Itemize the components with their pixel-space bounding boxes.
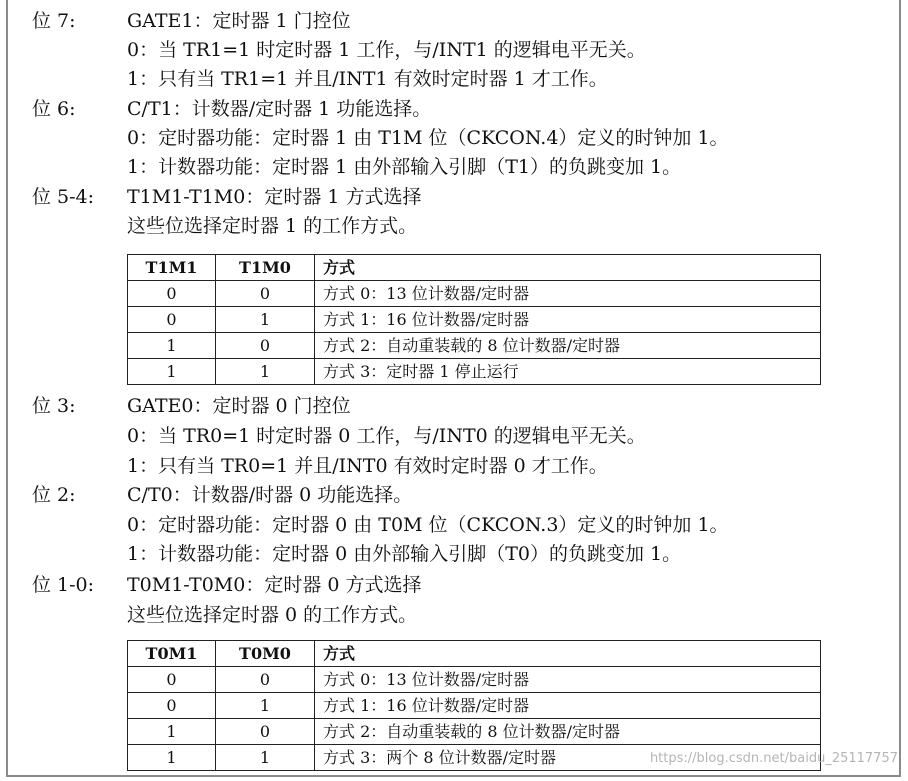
- table-header-cell: T1M1: [128, 255, 216, 281]
- table-cell: 0: [216, 281, 315, 307]
- bit-1-0-label: 位 1-0:: [32, 574, 95, 596]
- bit-3-label: 位 3:: [32, 395, 76, 417]
- table-header-cell: 方式: [315, 641, 821, 667]
- table-cell: 1: [128, 333, 216, 359]
- table-cell: 0: [216, 719, 315, 745]
- bit-2-label: 位 2:: [32, 484, 76, 506]
- table-cell: 0: [128, 667, 216, 693]
- table-cell: 方式 1：16 位计数器/定时器: [315, 693, 821, 719]
- table-header-cell: T0M0: [216, 641, 315, 667]
- timer1-mode-table: [127, 254, 821, 385]
- table-row: [128, 719, 821, 745]
- bit-7-desc-1: 1：只有当 TR1=1 并且/INT1 有效时定时器 1 才工作。: [127, 68, 608, 90]
- table-row: [128, 667, 821, 693]
- bit-3-desc-0: 0：当 TR0=1 时定时器 0 工作，与/INT0 的逻辑电平无关。: [127, 425, 646, 447]
- table-cell: 方式 0：13 位计数器/定时器: [315, 667, 821, 693]
- table-row: [128, 307, 821, 333]
- bit-2-desc-1: 1：计数器功能：定时器 0 由外部输入引脚（T0）的负跳变加 1。: [127, 543, 682, 565]
- bit-7-desc-0: 0：当 TR1=1 时定时器 1 工作，与/INT1 的逻辑电平无关。: [127, 39, 646, 61]
- table-cell: 方式 2：自动重装载的 8 位计数器/定时器: [315, 333, 821, 359]
- table-cell: 方式 2：自动重装载的 8 位计数器/定时器: [315, 719, 821, 745]
- table-row: [128, 693, 821, 719]
- table-cell: 1: [216, 307, 315, 333]
- table-row: [128, 333, 821, 359]
- table-header-cell: T0M1: [128, 641, 216, 667]
- table-cell: 0: [216, 667, 315, 693]
- bit-6-label: 位 6:: [32, 98, 76, 120]
- bit-7-title: GATE1：定时器 1 门控位: [127, 10, 351, 32]
- bit-3-title: GATE0：定时器 0 门控位: [127, 395, 351, 417]
- table-row: [128, 281, 821, 307]
- bit-1-0-title: T0M1-T0M0：定时器 0 方式选择: [127, 574, 422, 596]
- watermark-text: https://blog.csdn.net/baidu_25117757: [649, 751, 898, 766]
- table-cell: 1: [128, 719, 216, 745]
- bit-5-4-desc-0: 这些位选择定时器 1 的工作方式。: [127, 215, 418, 237]
- bit-2-title: C/T0：计数器/时器 0 功能选择。: [127, 484, 413, 506]
- table-cell: 1: [216, 359, 315, 385]
- table-cell: 1: [128, 745, 216, 771]
- table-header-row: [128, 255, 821, 281]
- table-header-row: [128, 641, 821, 667]
- bit-5-4-label: 位 5-4:: [32, 186, 95, 208]
- table-header-cell: 方式: [315, 255, 821, 281]
- bit-6-desc-1: 1：计数器功能：定时器 1 由外部输入引脚（T1）的负跳变加 1。: [127, 156, 682, 178]
- table-cell: 0: [216, 333, 315, 359]
- bit-3-desc-1: 1：只有当 TR0=1 并且/INT0 有效时定时器 0 才工作。: [127, 455, 608, 477]
- table-cell: 1: [216, 693, 315, 719]
- bit-6-title: C/T1：计数器/定时器 1 功能选择。: [127, 98, 432, 120]
- table-cell: 方式 0：13 位计数器/定时器: [315, 281, 821, 307]
- table-cell: 0: [128, 307, 216, 333]
- table-header-cell: T1M0: [216, 255, 315, 281]
- table-row: [128, 359, 821, 385]
- table-cell: 0: [128, 281, 216, 307]
- table-cell: 0: [128, 693, 216, 719]
- table-cell: 方式 3：两个 8 位计数器/定时器: [315, 745, 821, 771]
- bit-5-4-title: T1M1-T1M0：定时器 1 方式选择: [127, 186, 422, 208]
- table-cell: 方式 1：16 位计数器/定时器: [315, 307, 821, 333]
- bit-2-desc-0: 0：定时器功能：定时器 0 由 T0M 位（CKCON.3）定义的时钟加 1。: [127, 514, 729, 536]
- bit-1-0-desc-0: 这些位选择定时器 0 的工作方式。: [127, 604, 418, 626]
- table-cell: 1: [128, 359, 216, 385]
- bit-7-label: 位 7:: [32, 10, 76, 32]
- table-cell: 1: [216, 745, 315, 771]
- bit-6-desc-0: 0：定时器功能：定时器 1 由 T1M 位（CKCON.4）定义的时钟加 1。: [127, 127, 729, 149]
- table-cell: 方式 3：定时器 1 停止运行: [315, 359, 821, 385]
